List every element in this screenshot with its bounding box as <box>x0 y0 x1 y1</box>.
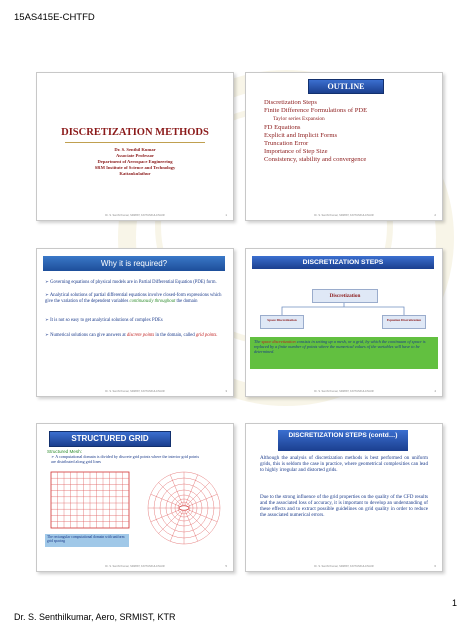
page-header: 15AS415E-CHTFD <box>14 12 95 23</box>
text-run: where the numerical values of the variables will have to be determined. <box>254 344 420 354</box>
text-run: consists in setting up a <box>296 339 336 344</box>
slide-5 <box>36 423 234 572</box>
emphasis-text: space discretization <box>261 339 296 344</box>
space-discretization-node: Space Discretization <box>260 315 304 329</box>
slide-number: 4 <box>434 389 436 393</box>
equation-discretization-node: Equation Discretization <box>382 315 426 329</box>
bullet-item: ➢ Numerical solutions can give answers at discrete points in the domain, called grid points. <box>45 333 218 338</box>
slide-number: 1 <box>225 213 227 217</box>
author-department: Department of Aerospace Engineering <box>97 159 173 164</box>
emphasis-text: mesh, or a grid, by which the continuum of space is replaced by a finite number of points <box>254 339 426 349</box>
slide-1 <box>36 72 234 221</box>
author-block <box>37 147 233 177</box>
author-title: Associate Professor <box>115 153 155 158</box>
slide-heading: STRUCTURED GRID <box>49 431 171 447</box>
slide-footer: Dr. S. Senthil Kumar, SRMIST, KATTANKULATHUR <box>314 390 374 393</box>
bullet-item: ➢ Analytical solutions of partial differential equations involve closed-form expressions which give the variation of the dependent variables continuously throughout the domain <box>45 293 222 304</box>
outline-item: FD Equations <box>264 123 301 131</box>
slide-number: 2 <box>434 213 436 217</box>
discretization-node: Discretization <box>312 289 378 303</box>
bullet-item: ➢ A computational domain is divided by discrete grid points where the interior grid points are distributed along grid lines <box>51 454 200 464</box>
slide-footer: Dr. S. Senthil Kumar, SRMIST, KATTANKULATHUR <box>105 390 165 393</box>
outline-subitem: Taylor series Expansion <box>273 116 325 123</box>
page-footer: Dr. S. Senthilkumar, Aero, SRMIST, KTR <box>14 612 176 622</box>
slide-heading: DISCRETIZATION STEPS (contd…) <box>278 430 408 451</box>
page-number: 1 <box>452 598 458 608</box>
slide-number: 5 <box>225 564 227 568</box>
o-grid-figure <box>141 468 227 546</box>
outline-item: Consistency, stability and convergence <box>264 156 367 164</box>
highlight-text <box>254 339 434 354</box>
author-location: Kattankulathur <box>119 171 151 176</box>
slide-heading: DISCRETIZATION STEPS <box>252 256 434 269</box>
figure-caption: The rectangular computational domain with uniform grid spacing <box>45 534 129 547</box>
slide-6 <box>245 423 443 572</box>
slide-2 <box>245 72 443 221</box>
outline-item: Importance of Step Size <box>264 148 328 156</box>
paragraph: Due to the strong influence of the grid properties on the quality of the CFD results and the associated loss of accuracy, it is important to develop an understanding of these effects and to extract possible guidelines on grid quality in order to reduce the associated numerical errors. <box>260 494 428 519</box>
outline-item: Finite Difference Formulations of PDE <box>264 107 368 115</box>
slide-footer: Dr. S. Senthil Kumar, SRMIST, KATTANKULATHUR <box>314 214 374 217</box>
slide-footer: Dr. S. Senthil Kumar, SRMIST, KATTANKULATHUR <box>105 565 165 568</box>
paragraph: Although the analysis of discretization methods is best performed on uniform grids, this is seldom the case in practice, where geometrical complexities can lead to highly irregular and distorted grids. <box>260 455 428 474</box>
bullet-text: the domain <box>176 298 198 304</box>
subheading: Structured Mesh: <box>47 449 82 454</box>
slide-number: 6 <box>434 564 436 568</box>
slide-heading: OUTLINE <box>308 79 384 94</box>
bullet-text: It is not so easy to get analytical solutions of complex PDEs <box>50 318 163 323</box>
title-divider <box>65 142 205 143</box>
slide-title: DISCRETIZATION METHODS <box>61 127 209 138</box>
outline-item: Discretization Steps <box>264 99 317 106</box>
bullet-text: A computational domain is divided by discrete grid points where the interior grid points are distributed along grid lines <box>51 454 200 464</box>
slide-heading: Why it is required? <box>43 256 225 271</box>
bullet-item: ➢ Governing equations of physical models are in Partial Differential Equation (PDE) form. <box>45 280 217 285</box>
slide-number: 3 <box>225 389 227 393</box>
slide-footer: Dr. S. Senthil Kumar, SRMIST, KATTANKULATHUR <box>105 214 165 217</box>
outline-item: Truncation Error <box>264 140 309 148</box>
author-institute: SRM Institute of Science and Technology <box>94 165 176 170</box>
bullet-item: ➢ It is not so easy to get analytical solutions of complex PDEs <box>45 318 163 323</box>
bullet-text: Numerical solutions can give answers at <box>50 333 126 338</box>
bullet-text: Governing equations of physical models are in Partial Differential Equation (PDE) form. <box>50 280 217 285</box>
outline-list <box>264 99 367 165</box>
emphasis-text: continuously throughout <box>129 298 176 304</box>
slide-4 <box>245 248 443 397</box>
emphasis-text: discrete points <box>126 333 155 338</box>
author-name: Dr. S. Senthil Kumar <box>114 147 156 152</box>
slide-3 <box>36 248 234 397</box>
text-run: The <box>254 339 261 344</box>
bullet-text: in the domain, called <box>155 333 195 338</box>
emphasis-text: grid points. <box>195 333 218 338</box>
outline-item: Explicit and Implicit Forms <box>264 131 338 139</box>
bullet-text: Analytical solutions of partial differential equations involve closed-form expressions which give the variation of the dependent variables <box>45 293 222 304</box>
slide-footer: Dr. S. Senthil Kumar, SRMIST, KATTANKULATHUR <box>314 565 374 568</box>
rectangular-grid-figure <box>47 470 133 532</box>
